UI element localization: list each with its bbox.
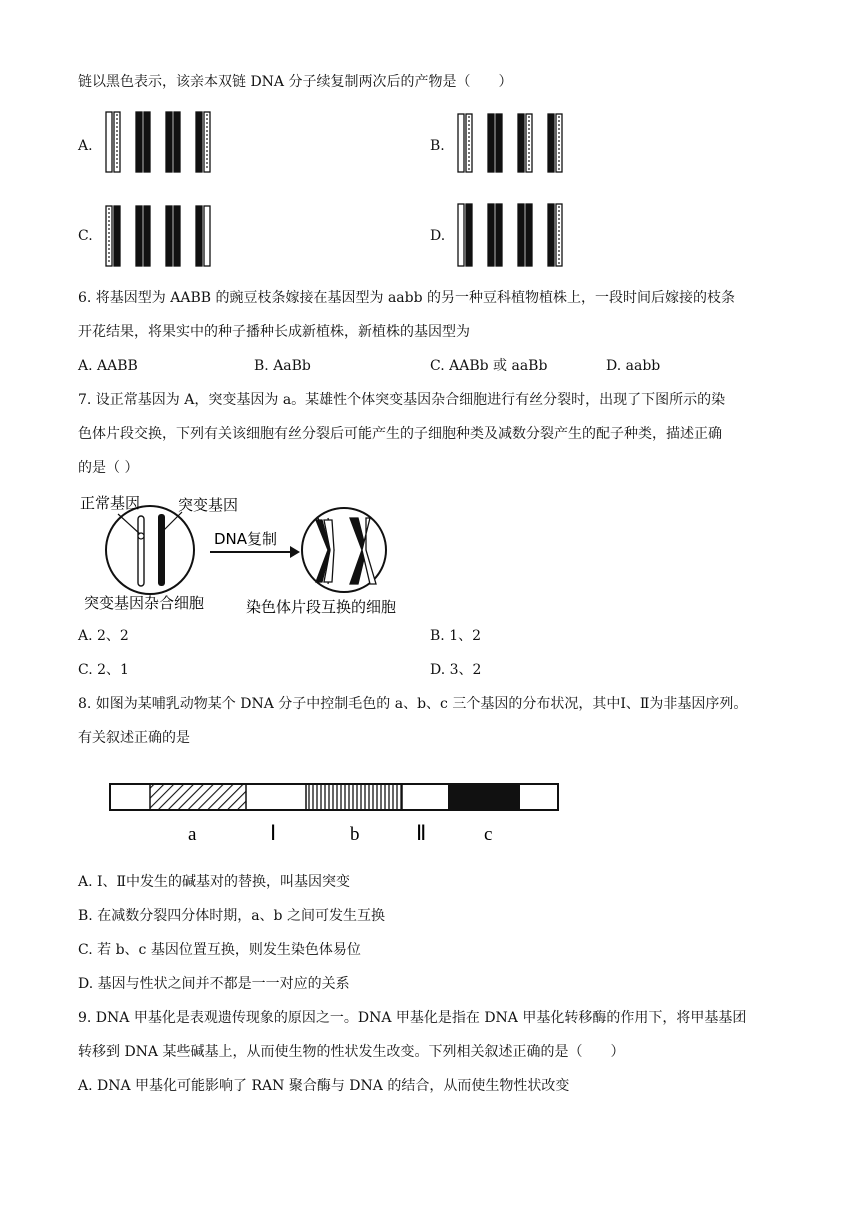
dna-molecule (488, 114, 502, 172)
q5-option-c-figure (100, 204, 230, 270)
mutant-gene-label: 突变基因 (178, 496, 239, 514)
q6-stem-line-1: 6. 将基因型为 AABB 的豌豆枝条嫁接在基因型为 aabb 的另一种豆科植物植株上，一段时间后嫁接的枝条 (78, 290, 736, 306)
q8-stem-line-1: 8. 如图为某哺乳动物某个 DNA 分子中控制毛色的 a、b、c 三个基因的分布状况，其中Ⅰ、Ⅱ为非基因序列。 (78, 696, 748, 712)
gene-c-segment (448, 784, 520, 810)
q8-dna-gene-map (108, 780, 568, 850)
dna-molecule (106, 206, 120, 266)
q9-stem-line-2: 转移到 DNA 某些碱基上，从而使生物的性状发生改变。下列相关叙述正确的是（ ） (78, 1044, 625, 1060)
q8-option-a: A. Ⅰ、Ⅱ中发生的碱基对的替换，叫基因突变 (78, 874, 351, 890)
q6-option-d: D. aabb (606, 358, 661, 374)
dna-molecule (548, 204, 562, 266)
heterozygous-cell-circle (106, 506, 194, 594)
dna-molecule (458, 114, 472, 172)
q7-stem-line-2: 色体片段交换，下列有关该细胞有丝分裂后可能产生的子细胞种类及减数分裂产生的配子种类，描述正确 (78, 426, 722, 442)
q5-option-a-label: A. (78, 138, 93, 154)
dna-molecule (136, 112, 150, 172)
dna-molecule (106, 112, 120, 172)
dna-molecule (518, 114, 532, 172)
gene-a-label: a (188, 824, 197, 845)
q5-option-c-label: C. (78, 228, 93, 244)
dna-molecule (488, 204, 502, 266)
q6-option-b: B. AaBb (254, 358, 311, 374)
q8-stem-line-2: 有关叙述正确的是 (78, 730, 190, 746)
q7-stem-line-1: 7. 设正常基因为 A，突变基因为 a。某雄性个体突变基因杂合细胞进行有丝分裂时，出现了下图所示的染 (78, 392, 726, 408)
q5-option-b-label: B. (430, 138, 445, 154)
normal-gene-label: 正常基因 (80, 494, 141, 512)
dna-molecule (136, 206, 150, 266)
dna-molecule (458, 204, 472, 266)
q5-stem-tail: 链以黑色表示，该亲本双链 DNA 分子续复制两次后的产物是（ ） (78, 74, 513, 90)
q8-option-c: C. 若 b、c 基因位置互换，则发生染色体易位 (78, 942, 361, 958)
crossover-cell-caption: 染色体片段互换的细胞 (246, 598, 397, 616)
dna-molecule (166, 112, 180, 172)
q6-option-c: C. AABb 或 aaBb (430, 358, 548, 374)
gene-a-segment (150, 784, 246, 810)
q7-option-c: C. 2、1 (78, 662, 129, 678)
dna-molecule (166, 206, 180, 266)
dna-molecule (548, 114, 562, 172)
q6-option-a: A. AABB (78, 358, 138, 374)
q7-chromosome-diagram (78, 486, 418, 616)
q5-option-d-figure (452, 202, 582, 270)
gene-b-label: b (350, 824, 360, 845)
q8-option-b: B. 在减数分裂四分体时期，a、b 之间可发生互换 (78, 908, 385, 924)
q5-option-d-label: D. (430, 228, 446, 244)
q5-option-b-figure (452, 112, 582, 176)
q7-option-d: D. 3、2 (430, 662, 482, 678)
replicated-chromosomes (316, 518, 376, 584)
arrow-icon (290, 546, 300, 558)
region-i-label: Ⅰ (270, 821, 277, 845)
dna-molecule (196, 206, 210, 266)
gene-c-label: c (484, 824, 493, 845)
q5-option-a-figure (100, 110, 230, 176)
q7-option-b: B. 1、2 (430, 628, 482, 644)
q7-option-a: A. 2、2 (78, 628, 129, 644)
gene-b-segment (306, 784, 402, 810)
q9-option-a: A. DNA 甲基化可能影响了 RAN 聚合酶与 DNA 的结合，从而使生物性状改变 (78, 1078, 570, 1094)
q7-stem-line-3: 的是（ ） (78, 460, 139, 476)
region-ii-label: Ⅱ (416, 821, 427, 845)
mutant-chromosome (158, 514, 165, 586)
normal-chromosome (138, 516, 144, 586)
heterozygous-cell-caption: 突变基因杂合细胞 (84, 594, 205, 612)
dna-replication-label: DNA复制 (214, 530, 278, 548)
dna-molecule (196, 112, 210, 172)
dna-molecule (518, 204, 532, 266)
q9-stem-line-1: 9. DNA 甲基化是表观遗传现象的原因之一。DNA 甲基化是指在 DNA 甲基化转移酶的作用下，将甲基基团 (78, 1010, 747, 1026)
q6-stem-line-2: 开花结果，将果实中的种子播种长成新植株，新植株的基因型为 (78, 324, 470, 340)
q8-option-d: D. 基因与性状之间并不都是一一对应的关系 (78, 976, 350, 992)
